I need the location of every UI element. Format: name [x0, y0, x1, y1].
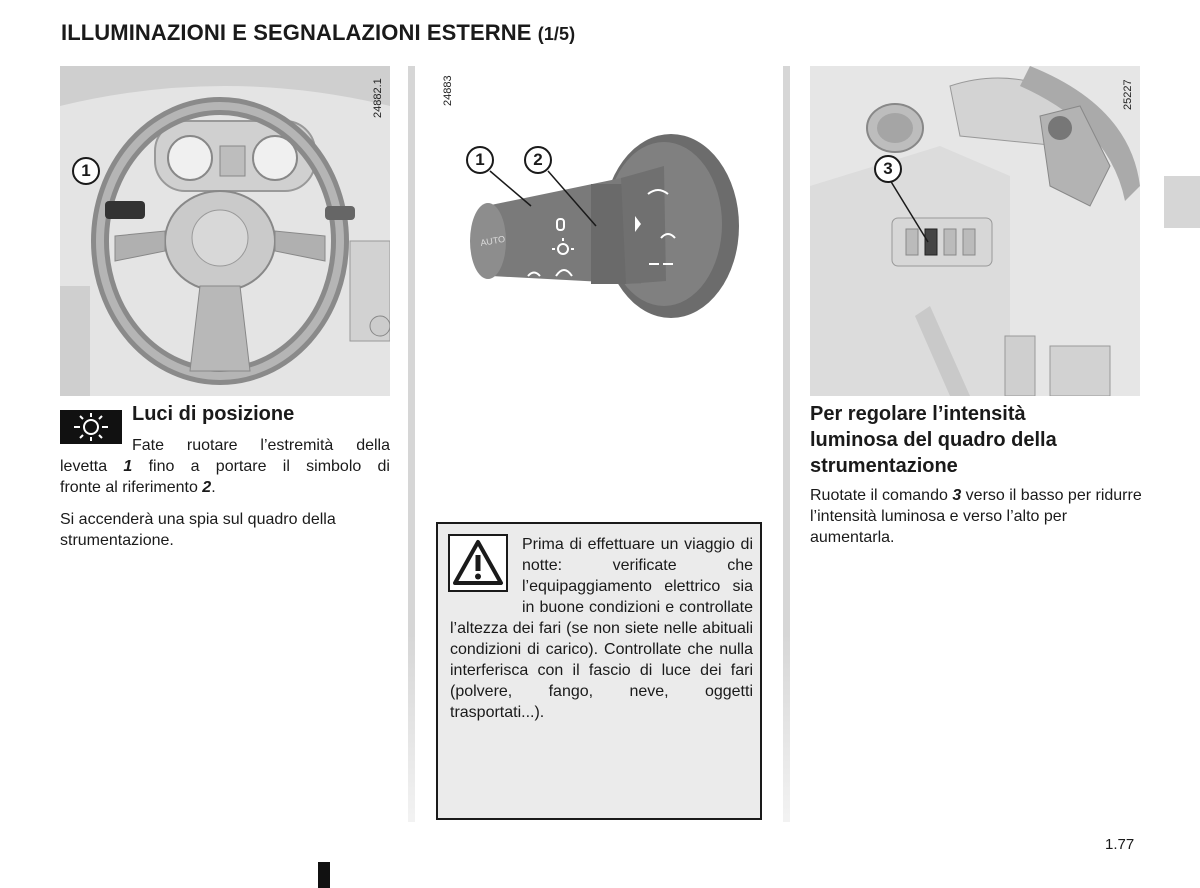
column-divider-right	[783, 66, 790, 822]
warning-paragraph: Prima di effettuare un viaggio di notte: verificate che l’equipaggiamento elettrico sia in buone condizioni e controllate l’altezza dei fari (se non siete nelle abituali condizioni di carico). Controllate che nulla interferisca con il fascio di luce dei fari (polvere, fango, neve, oggetti trasportati...).	[450, 536, 753, 721]
page-title	[61, 20, 575, 46]
callout-3: 3	[874, 155, 902, 183]
light-switch-figure	[436, 66, 762, 366]
reference-number: 1	[123, 458, 133, 475]
column-divider-left	[408, 66, 415, 822]
auto-label: AUTO	[479, 233, 506, 248]
title-line: luminosa del quadro della	[810, 429, 1057, 451]
page-number: 1.77	[1105, 836, 1135, 853]
paragraph-text: levetta	[60, 458, 124, 475]
figure-code: 24882.1	[372, 78, 384, 118]
page-title-part: (1/5)	[537, 24, 576, 44]
dashboard-panel-illustration	[810, 66, 1140, 396]
callout-1: 1	[466, 146, 494, 174]
indicator-paragraph: Si accenderà una spia sul quadro della strumentazione.	[60, 511, 336, 549]
steering-wheel-figure	[60, 66, 390, 396]
crop-mark	[318, 862, 330, 888]
page-title-main: ILLUMINAZIONI E SEGNALAZIONI ESTERNE	[61, 20, 532, 45]
paragraph-text: verso il basso per ridurre l’intensità luminosa e verso l’alto per aumentarla.	[810, 487, 1142, 546]
paragraph-text: fronte al riferimento	[60, 479, 203, 496]
callout-1: 1	[72, 157, 100, 185]
steering-wheel-illustration	[60, 66, 390, 396]
paragraph-text: .	[211, 479, 216, 496]
chapter-tab	[1164, 176, 1200, 228]
paragraph-line: Fate ruotare l’estremità della	[132, 437, 390, 454]
figure-code: 24883	[442, 75, 454, 106]
title-line: strumentazione	[810, 455, 958, 477]
dimmer-section-title	[810, 401, 1140, 479]
warning-box	[436, 522, 762, 820]
figure-code: 25227	[1122, 79, 1134, 110]
paragraph-text: fino a portare il simbolo di	[132, 458, 390, 475]
section-title: Luci di posizione	[132, 403, 295, 425]
title-line: Per regolare l’intensità	[810, 403, 1026, 425]
paragraph-text: Ruotate il comando	[810, 487, 953, 504]
dimmer-paragraph	[810, 485, 1142, 548]
reference-number: 2	[202, 479, 212, 496]
light-switch-illustration	[436, 66, 762, 366]
dashboard-panel-figure	[810, 66, 1140, 396]
warning-text	[450, 534, 753, 723]
reference-number: 3	[952, 487, 962, 504]
callout-2: 2	[524, 146, 552, 174]
position-lights-paragraph	[60, 435, 390, 498]
